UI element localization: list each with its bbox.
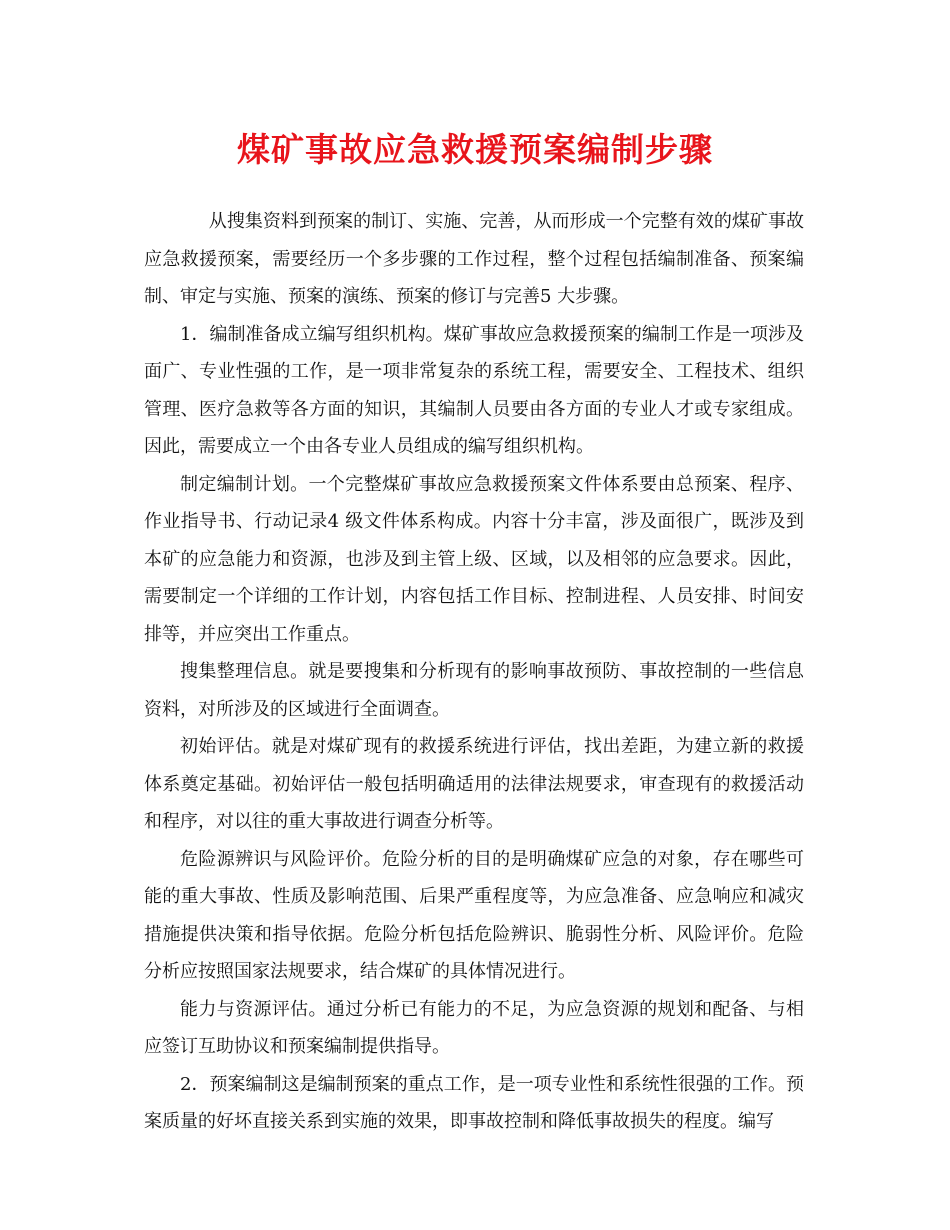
document-body xyxy=(144,203,804,1141)
paragraph-info: 搜集整理信息。就是要搜集和分析现有的影响事故预防、事故控制的一些信息资料，对所涉及的区域进行全面调查。 xyxy=(144,661,804,720)
paragraph-capability: 能力与资源评估。通过分析已有能力的不足，为应急资源的规划和配备、与相应签订互助协议和预案编制提供指导。 xyxy=(144,998,804,1057)
paragraph-preparation: 1．编制准备成立编写组织机构。煤矿事故应急救援预案的编制工作是一项涉及面广、专业性强的工作，是一项非常复杂的系统工程，需要安全、工程技术、组织管理、医疗急救等各方面的知识，其编制人员要由各方面的专业人才或专家组成。因此，需要成立一个由各专业人员组成的编写组织机构。 xyxy=(144,323,804,457)
paragraph-compilation: 2．预案编制这是编制预案的重点工作，是一项专业性和系统性很强的工作。预案质量的好坏直接关系到实施的效果，即事故控制和降低事故损失的程度。编写 xyxy=(144,1073,804,1132)
paragraph-plan: 制定编制计划。一个完整煤矿事故应急救援预案文件体系要由总预案、程序、作业指导书、行动记录4 级文件体系构成。内容十分丰富，涉及面很广，既涉及到本矿的应急能力和资源，也涉及到主管上级、区域，以及相邻的应急要求。因此，需要制定一个详细的工作计划，内容包括工作目标、控制进程、人员安排、时间安排等，并应突出工作重点。 xyxy=(144,473,804,645)
paragraph-intro: 从搜集资料到预案的制订、实施、完善，从而形成一个完整有效的煤矿事故应急救援预案，需要经历一个多步骤的工作过程，整个过程包括编制准备、预案编制、审定与实施、预案的演练、预案的修订与完善5 大步骤。 xyxy=(144,211,804,307)
paragraph-initial-assessment: 初始评估。就是对煤矿现有的救援系统进行评估，找出差距，为建立新的救援体系奠定基础。初始评估一般包括明确适用的法律法规要求，审查现有的救援活动和程序，对以往的重大事故进行调查分析等。 xyxy=(144,736,804,832)
document-title: 煤矿事故应急救援预案编制步骤 xyxy=(237,130,713,169)
paragraph-hazard: 危险源辨识与风险评价。危险分析的目的是明确煤矿应急的对象，存在哪些可能的重大事故、性质及影响范围、后果严重程度等，为应急准备、应急响应和减灾措施提供决策和指导依据。危险分析包括危险辨识、脆弱性分析、风险评价。危险分析应按照国家法规要求，结合煤矿的具体情况进行。 xyxy=(144,848,804,982)
